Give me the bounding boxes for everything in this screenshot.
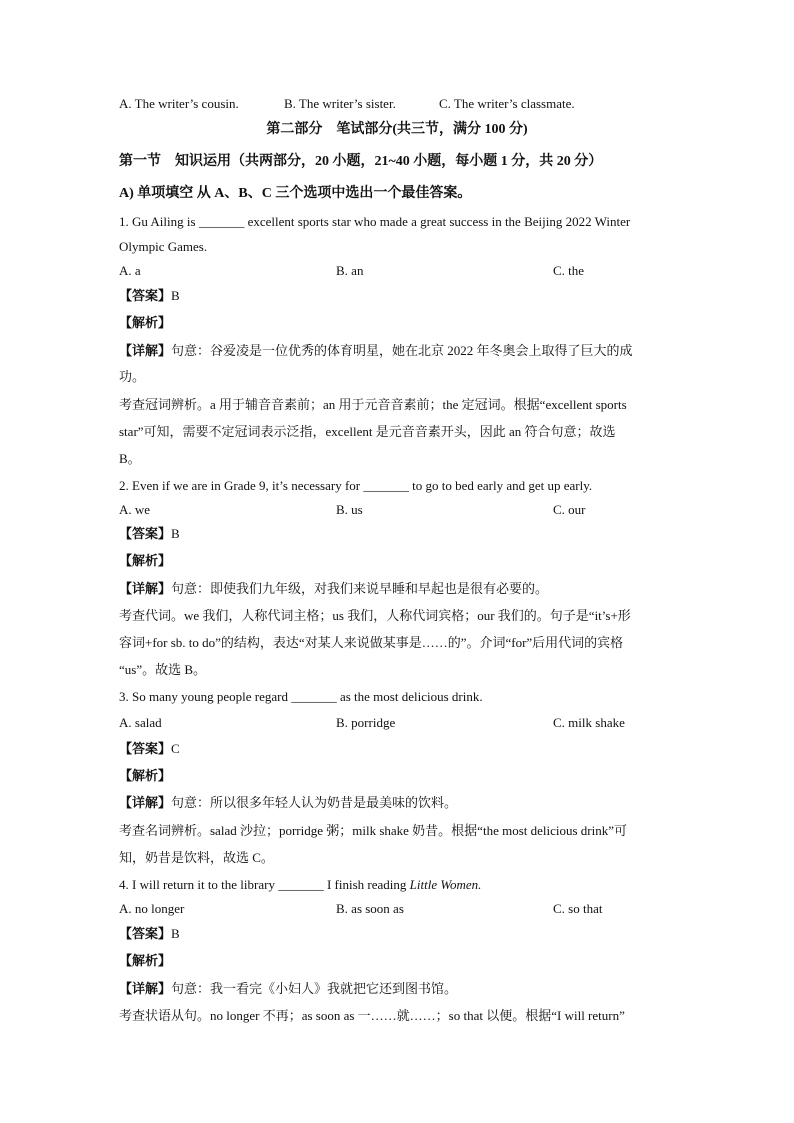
- q1-option-a: A. a: [119, 263, 141, 278]
- q2-stem-line-1: 2. Even if we are in Grade 9, it’s necessary for _______ to go to bed early and get up early.: [119, 478, 593, 493]
- q1-analysis-label: 【解析】: [119, 315, 172, 330]
- q4-analysis-label: 【解析】: [119, 953, 172, 968]
- q4-book-title: Little Women.: [409, 877, 482, 892]
- q4-option-b: B. as soon as: [336, 901, 404, 916]
- q1-detail-line-1: 【详解】句意：谷爱凌是一位优秀的体育明星，她在北京 2022 年冬奥会上取得了巨大的成: [119, 343, 633, 358]
- q3-detail-line-3: 知，奶昔是饮料，故选 C。: [119, 850, 274, 865]
- q3-answer: 【答案】C: [119, 741, 180, 756]
- q1-answer-value: B: [171, 288, 180, 303]
- q4-stem-line-1: 4. I will return it to the library _______ I finish reading Little Women.: [119, 877, 482, 892]
- q1-answer: [119, 287, 180, 305]
- q4-option-a: A. no longer: [119, 901, 185, 916]
- q4-detail-line-2: 考查状语从句。no longer 不再；as soon as 一……就……；so that 以便。根据“I will return”: [119, 1008, 625, 1023]
- q4-answer: 【答案】B: [119, 926, 180, 941]
- q1-stem-line-1: 1. Gu Ailing is _______ excellent sports star who made a great success in the Beijing 2022 Winter: [119, 214, 631, 229]
- q3-option-c: C. milk shake: [553, 715, 625, 730]
- q2-detail-line-4: “us”。故选 B。: [119, 662, 207, 677]
- q4-answer-value: B: [171, 926, 180, 941]
- q3-stem-line-1: 3. So many young people regard _______ as the most delicious drink.: [119, 689, 483, 704]
- q3-option-a: A. salad: [119, 715, 162, 730]
- q2-option-b: B. us: [336, 502, 363, 517]
- q4-detail-line-1: 【详解】句意：我一看完《小妇人》我就把它还到图书馆。: [119, 981, 458, 996]
- section-title: 第一节 知识运用（共两部分，20 小题，21~40 小题，每小题 1 分，共 20 分）: [119, 154, 603, 169]
- q2-analysis-label: 【解析】: [119, 553, 172, 568]
- q3-analysis-label: 【解析】: [119, 768, 172, 783]
- q3-detail-line-2: 考查名词辨析。salad 沙拉；porridge 粥；milk shake 奶昔。根据“the most delicious drink”可: [119, 823, 628, 838]
- part-title: 第二部分 笔试部分(共三节，满分 100 分): [266, 122, 528, 137]
- q1-detail-line-3: 考查冠词辨析。a 用于辅音音素前；an 用于元音音素前；the 定冠词。根据“excellent sports: [119, 397, 627, 412]
- q2-option-c: C. our: [553, 502, 586, 517]
- q1-option-b: B. an: [336, 263, 364, 278]
- q2-answer: 【答案】B: [119, 526, 180, 541]
- q1-option-c: C. the: [553, 263, 585, 278]
- q2-detail-line-3: 容词+for sb. to do”的结构，表达“对某人来说做某事是……的”。介词“for”后用代词的宾格: [119, 635, 624, 650]
- sub-title: A) 单项填空 从 A、B、C 三个选项中选出一个最佳答案。: [119, 186, 472, 201]
- q2-option-a: A. we: [119, 502, 151, 517]
- q1-detail-line-5: B。: [119, 451, 141, 466]
- q1-detail-line-4: star”可知，需要不定冠词表示泛指，excellent 是元音音素开头，因此 an 符合句意；故选: [119, 424, 616, 439]
- q3-option-b: B. porridge: [336, 715, 396, 730]
- q2-detail-line-1: 【详解】句意：即使我们九年级，对我们来说早睡和早起也是很有必要的。: [119, 581, 549, 596]
- q2-answer-value: B: [171, 526, 180, 541]
- prev-option-c: C. The writer’s classmate.: [439, 96, 575, 111]
- q3-detail-line-1: 【详解】句意：所以很多年轻人认为奶昔是最美味的饮料。: [119, 795, 458, 810]
- q3-answer-value: C: [171, 741, 180, 756]
- prev-option-b: B. The writer’s sister.: [284, 96, 396, 111]
- q1-stem-line-2: Olympic Games.: [119, 239, 208, 254]
- answer-label: 【答案】: [119, 288, 172, 303]
- prev-option-a: A. The writer’s cousin.: [119, 96, 239, 111]
- q1-detail-line-2: 功。: [119, 369, 146, 384]
- q2-detail-line-2: 考查代词。we 我们，人称代词主格；us 我们，人称代词宾格；our 我们的。句子是“it’s+形: [119, 608, 631, 623]
- detail-label: 【详解】: [119, 343, 172, 358]
- q4-option-c: C. so that: [553, 901, 603, 916]
